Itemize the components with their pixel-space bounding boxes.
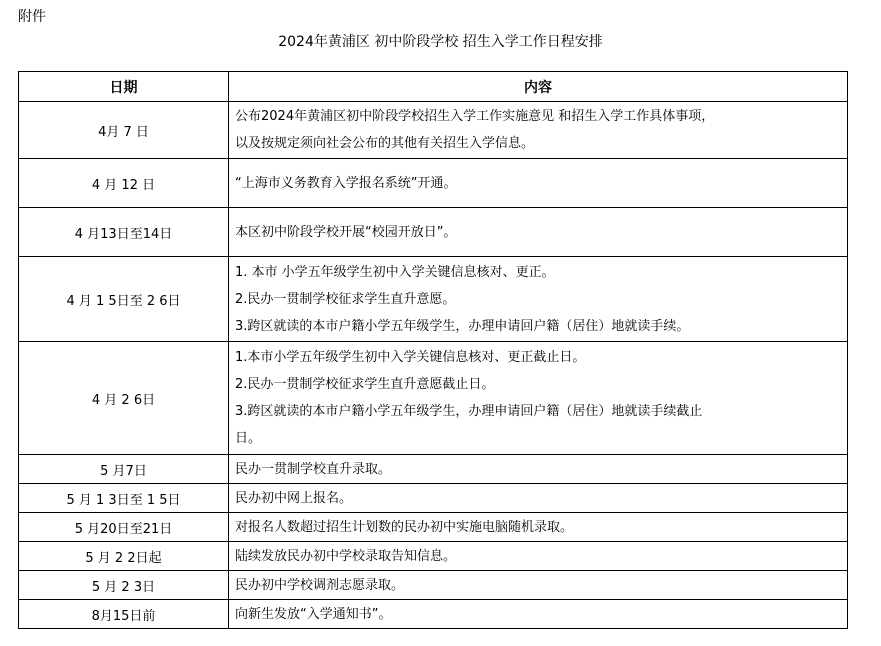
table-row	[19, 455, 848, 484]
column-header-content: 内容	[229, 72, 848, 102]
content-line: 2.民办一贯制学校征求学生直升意愿。	[235, 291, 456, 307]
content-line: 1. 本市 小学五年级学生初中入学关键信息核对、更正。	[235, 264, 555, 280]
row-content	[229, 257, 848, 342]
table-row	[19, 571, 848, 600]
content-line: 3.跨区就读的本市户籍小学五年级学生，办理申请回户籍（居住）地就读手续。	[235, 318, 690, 334]
content-line: 日。	[235, 431, 262, 446]
table-row	[19, 342, 848, 455]
row-content	[229, 159, 848, 208]
content-line: 对报名人数超过招生计划数的民办初中实施电脑随机录取。	[235, 519, 574, 535]
row-content	[229, 484, 848, 513]
content-line: 本区初中阶段学校开展“校园开放日”。	[235, 224, 457, 240]
content-line: 3.跨区就读的本市户籍小学五年级学生，办理申请回户籍（居住）地就读手续截止	[235, 404, 703, 419]
row-date: 5 月 1 3日至 1 5日	[19, 484, 229, 513]
table-row	[19, 513, 848, 542]
table-row	[19, 159, 848, 208]
row-content	[229, 571, 848, 600]
content-line: 公布2024年黄浦区初中阶段学校招生入学工作实施意见 和招生入学工作具体事项，	[235, 109, 715, 124]
row-content	[229, 455, 848, 484]
content-line: 1.本市小学五年级学生初中入学关键信息核对、更正截止日。	[235, 350, 586, 365]
row-date: 5 月 2 3日	[19, 571, 229, 600]
table-row	[19, 102, 848, 159]
attachment-label: 附件	[18, 9, 46, 25]
table-row	[19, 542, 848, 571]
content-line: 向新生发放“入学通知书”。	[235, 606, 392, 622]
column-header-date: 日期	[19, 72, 229, 102]
content-line: 民办初中网上报名。	[235, 490, 353, 506]
content-line: 民办初中学校调剂志愿录取。	[235, 577, 405, 593]
row-content	[229, 513, 848, 542]
table-row	[19, 208, 848, 257]
table-row	[19, 600, 848, 629]
content-line: 民办一贯制学校直升录取。	[235, 461, 392, 477]
row-date: 4 月 2 6日	[19, 342, 229, 455]
content-line: 2.民办一贯制学校征求学生直升意愿截止日。	[235, 377, 495, 392]
row-date: 4 月 12 日	[19, 159, 229, 208]
row-content	[229, 600, 848, 629]
row-content	[229, 208, 848, 257]
row-content	[229, 342, 848, 455]
table-row	[19, 484, 848, 513]
row-date: 5 月20日至21日	[19, 513, 229, 542]
row-date: 4月 7 日	[19, 102, 229, 159]
row-content	[229, 542, 848, 571]
row-date: 8月15日前	[19, 600, 229, 629]
table-header-row	[19, 72, 848, 102]
content-line: 以及按规定须向社会公布的其他有关招生入学信息。	[235, 136, 535, 151]
content-line: 陆续发放民办初中学校录取告知信息。	[235, 548, 457, 564]
schedule-table	[18, 71, 848, 629]
row-content	[229, 102, 848, 159]
content-line: “上海市义务教育入学报名系统”开通。	[235, 175, 457, 191]
row-date: 4 月13日至14日	[19, 208, 229, 257]
row-date: 4 月 1 5日至 2 6日	[19, 257, 229, 342]
table-row	[19, 257, 848, 342]
row-date: 5 月7日	[19, 455, 229, 484]
row-date: 5 月 2 2日起	[19, 542, 229, 571]
page-title: 2024年黄浦区 初中阶段学校 招生入学工作日程安排	[278, 34, 603, 50]
